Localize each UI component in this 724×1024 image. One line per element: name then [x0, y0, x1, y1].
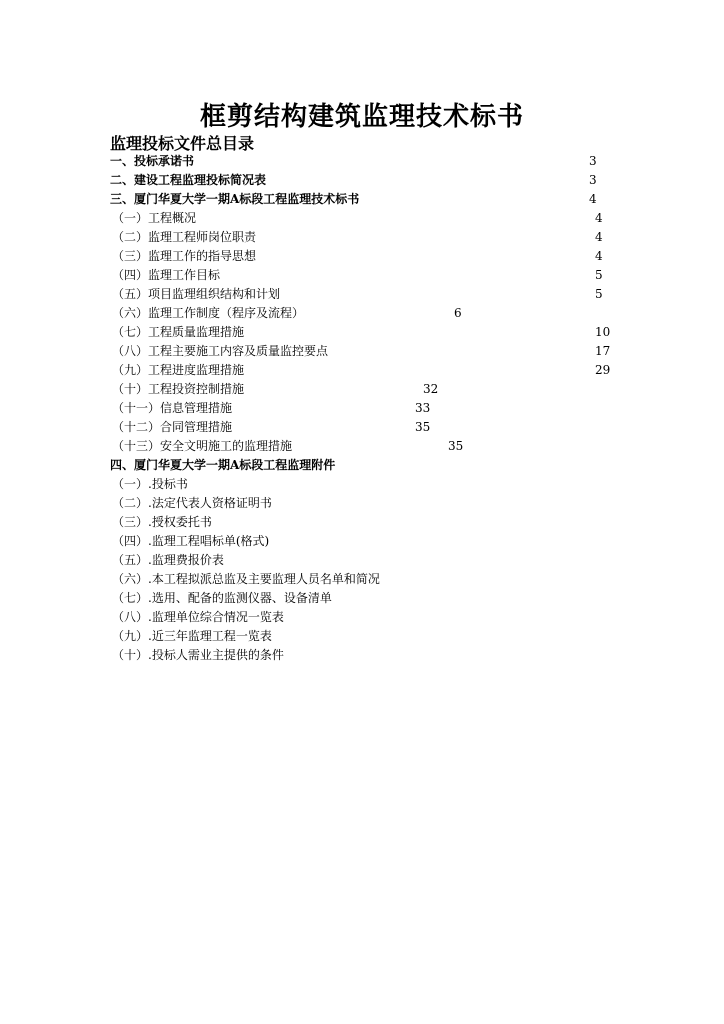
toc-page-number: 29 [595, 363, 611, 377]
toc-entry: （二）.法定代表人资格证明书 [112, 496, 272, 510]
toc-entry: （九）工程进度监理措施 [112, 363, 245, 377]
toc-entry: （三）.授权委托书 [112, 515, 212, 529]
toc-entry: （十）.投标人需业主提供的条件 [112, 648, 284, 662]
toc-page-number: 35 [448, 439, 464, 453]
toc-entry: （七）工程质量监理措施 [112, 325, 245, 339]
toc-page-number: 4 [595, 249, 603, 263]
toc-entry: 二、建设工程监理投标简况表 [110, 173, 267, 187]
toc-entry: 四、厦门华夏大学一期A标段工程监理附件 [110, 458, 336, 472]
toc-entry: （八）工程主要施工内容及质量监控要点 [112, 344, 329, 358]
toc-entry: （三）监理工作的指导思想 [112, 249, 257, 263]
toc-page-number: 35 [415, 420, 431, 434]
toc-entry: 一、投标承诺书 [110, 154, 195, 168]
toc-entry: （六）.本工程拟派总监及主要监理人员名单和简况 [112, 572, 380, 586]
toc-entry: （十二）合同管理措施 [112, 420, 233, 434]
toc-entry: 三、厦门华夏大学一期A标段工程监理技术标书 [110, 192, 360, 206]
toc-entry: （八）.监理单位综合情况一览表 [112, 610, 284, 624]
toc-entry: （十三）安全文明施工的监理措施 [112, 439, 293, 453]
toc-page-number: 3 [589, 173, 597, 187]
toc-entry: （四）.监理工程唱标单(格式) [112, 534, 270, 548]
toc-page-number: 10 [595, 325, 611, 339]
toc-page-number: 5 [595, 268, 603, 282]
toc-page-number: 32 [423, 382, 439, 396]
toc-page-number: 17 [595, 344, 611, 358]
toc-entry: （九）.近三年监理工程一览表 [112, 629, 272, 643]
toc-entry: （五）项目监理组织结构和计划 [112, 287, 281, 301]
toc-entry: （四）监理工作目标 [112, 268, 221, 282]
toc-heading: 监理投标文件总目录 [110, 134, 255, 153]
toc-page-number: 3 [589, 154, 597, 168]
toc-entry: （一）工程概况 [112, 211, 197, 225]
toc-entry: （十一）信息管理措施 [112, 401, 233, 415]
toc-page-number: 4 [595, 211, 603, 225]
toc-page-number: 33 [415, 401, 431, 415]
toc-entry: （二）监理工程师岗位职责 [112, 230, 257, 244]
toc-page-number: 5 [595, 287, 603, 301]
toc-entry: （五）.监理费报价表 [112, 553, 224, 567]
toc-page-number: 6 [454, 306, 462, 320]
toc-entry: （一）.投标书 [112, 477, 188, 491]
toc-page-number: 4 [589, 192, 597, 206]
toc-entry: （七）.选用、配备的监测仪器、设备清单 [112, 591, 332, 605]
document-title: 框剪结构建筑监理技术标书 [199, 102, 524, 132]
toc-entry: （十）工程投资控制措施 [112, 382, 245, 396]
toc-page-number: 4 [595, 230, 603, 244]
toc-entry: （六）监理工作制度（程序及流程） [112, 306, 305, 320]
